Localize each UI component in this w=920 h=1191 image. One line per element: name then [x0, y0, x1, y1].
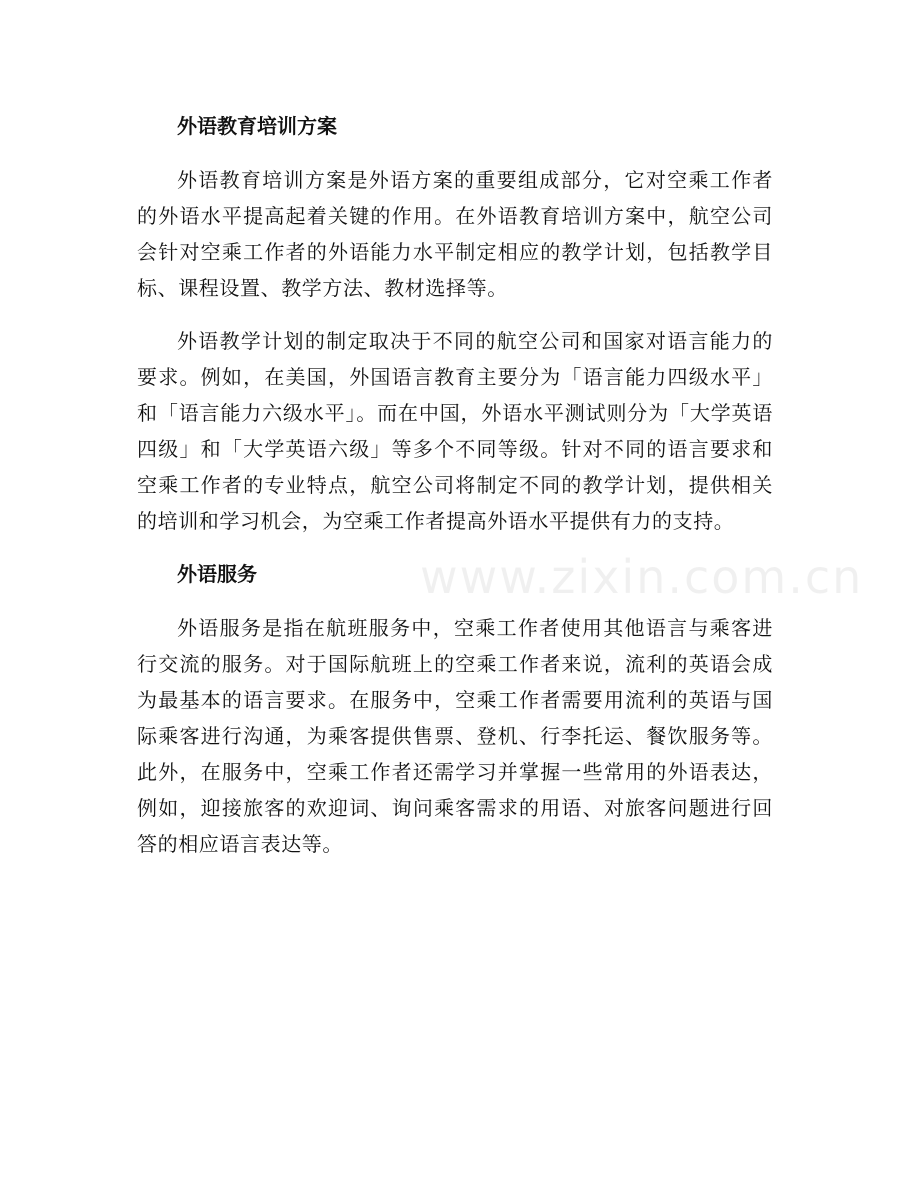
section-heading-training: 外语教育培训方案	[177, 114, 337, 138]
section-heading-service: 外语服务	[177, 562, 257, 586]
paragraph-training-intro: 外语教育培训方案是外语方案的重要组成部分，它对空乘工作者的外语水平提高起着关键的作用。在外语教育培训方案中，航空公司会针对空乘工作者的外语能力水平制定相应的教学计划，包括教学目标、课程设置、教学方法、教材选择等。	[137, 168, 773, 300]
document-body	[137, 108, 773, 879]
paragraph-teaching-plan: 外语教学计划的制定取决于不同的航空公司和国家对语言能力的要求。例如，在美国，外国语言教育主要分为「语言能力四级水平」和「语言能力六级水平」。而在中国，外语水平测试则分为「大学英语四级」和「大学英语六级」等多个不同等级。针对不同的语言要求和空乘工作者的专业特点，航空公司将制定不同的教学计划，提供相关的培训和学习机会，为空乘工作者提高外语水平提供有力的支持。	[137, 329, 773, 533]
paragraph-service: 外语服务是指在航班服务中，空乘工作者使用其他语言与乘客进行交流的服务。对于国际航班上的空乘工作者来说，流利的英语会成为最基本的语言要求。在服务中，空乘工作者需要用流利的英语与国际乘客进行沟通，为乘客提供售票、登机、行李托运、餐饮服务等。此外，在服务中，空乘工作者还需学习并掌握一些常用的外语表达，例如，迎接旅客的欢迎词、询问乘客需求的用语、对旅客问题进行回答的相应语言表达等。	[137, 616, 773, 856]
watermark: www.zixin.com.cn	[420, 550, 864, 604]
